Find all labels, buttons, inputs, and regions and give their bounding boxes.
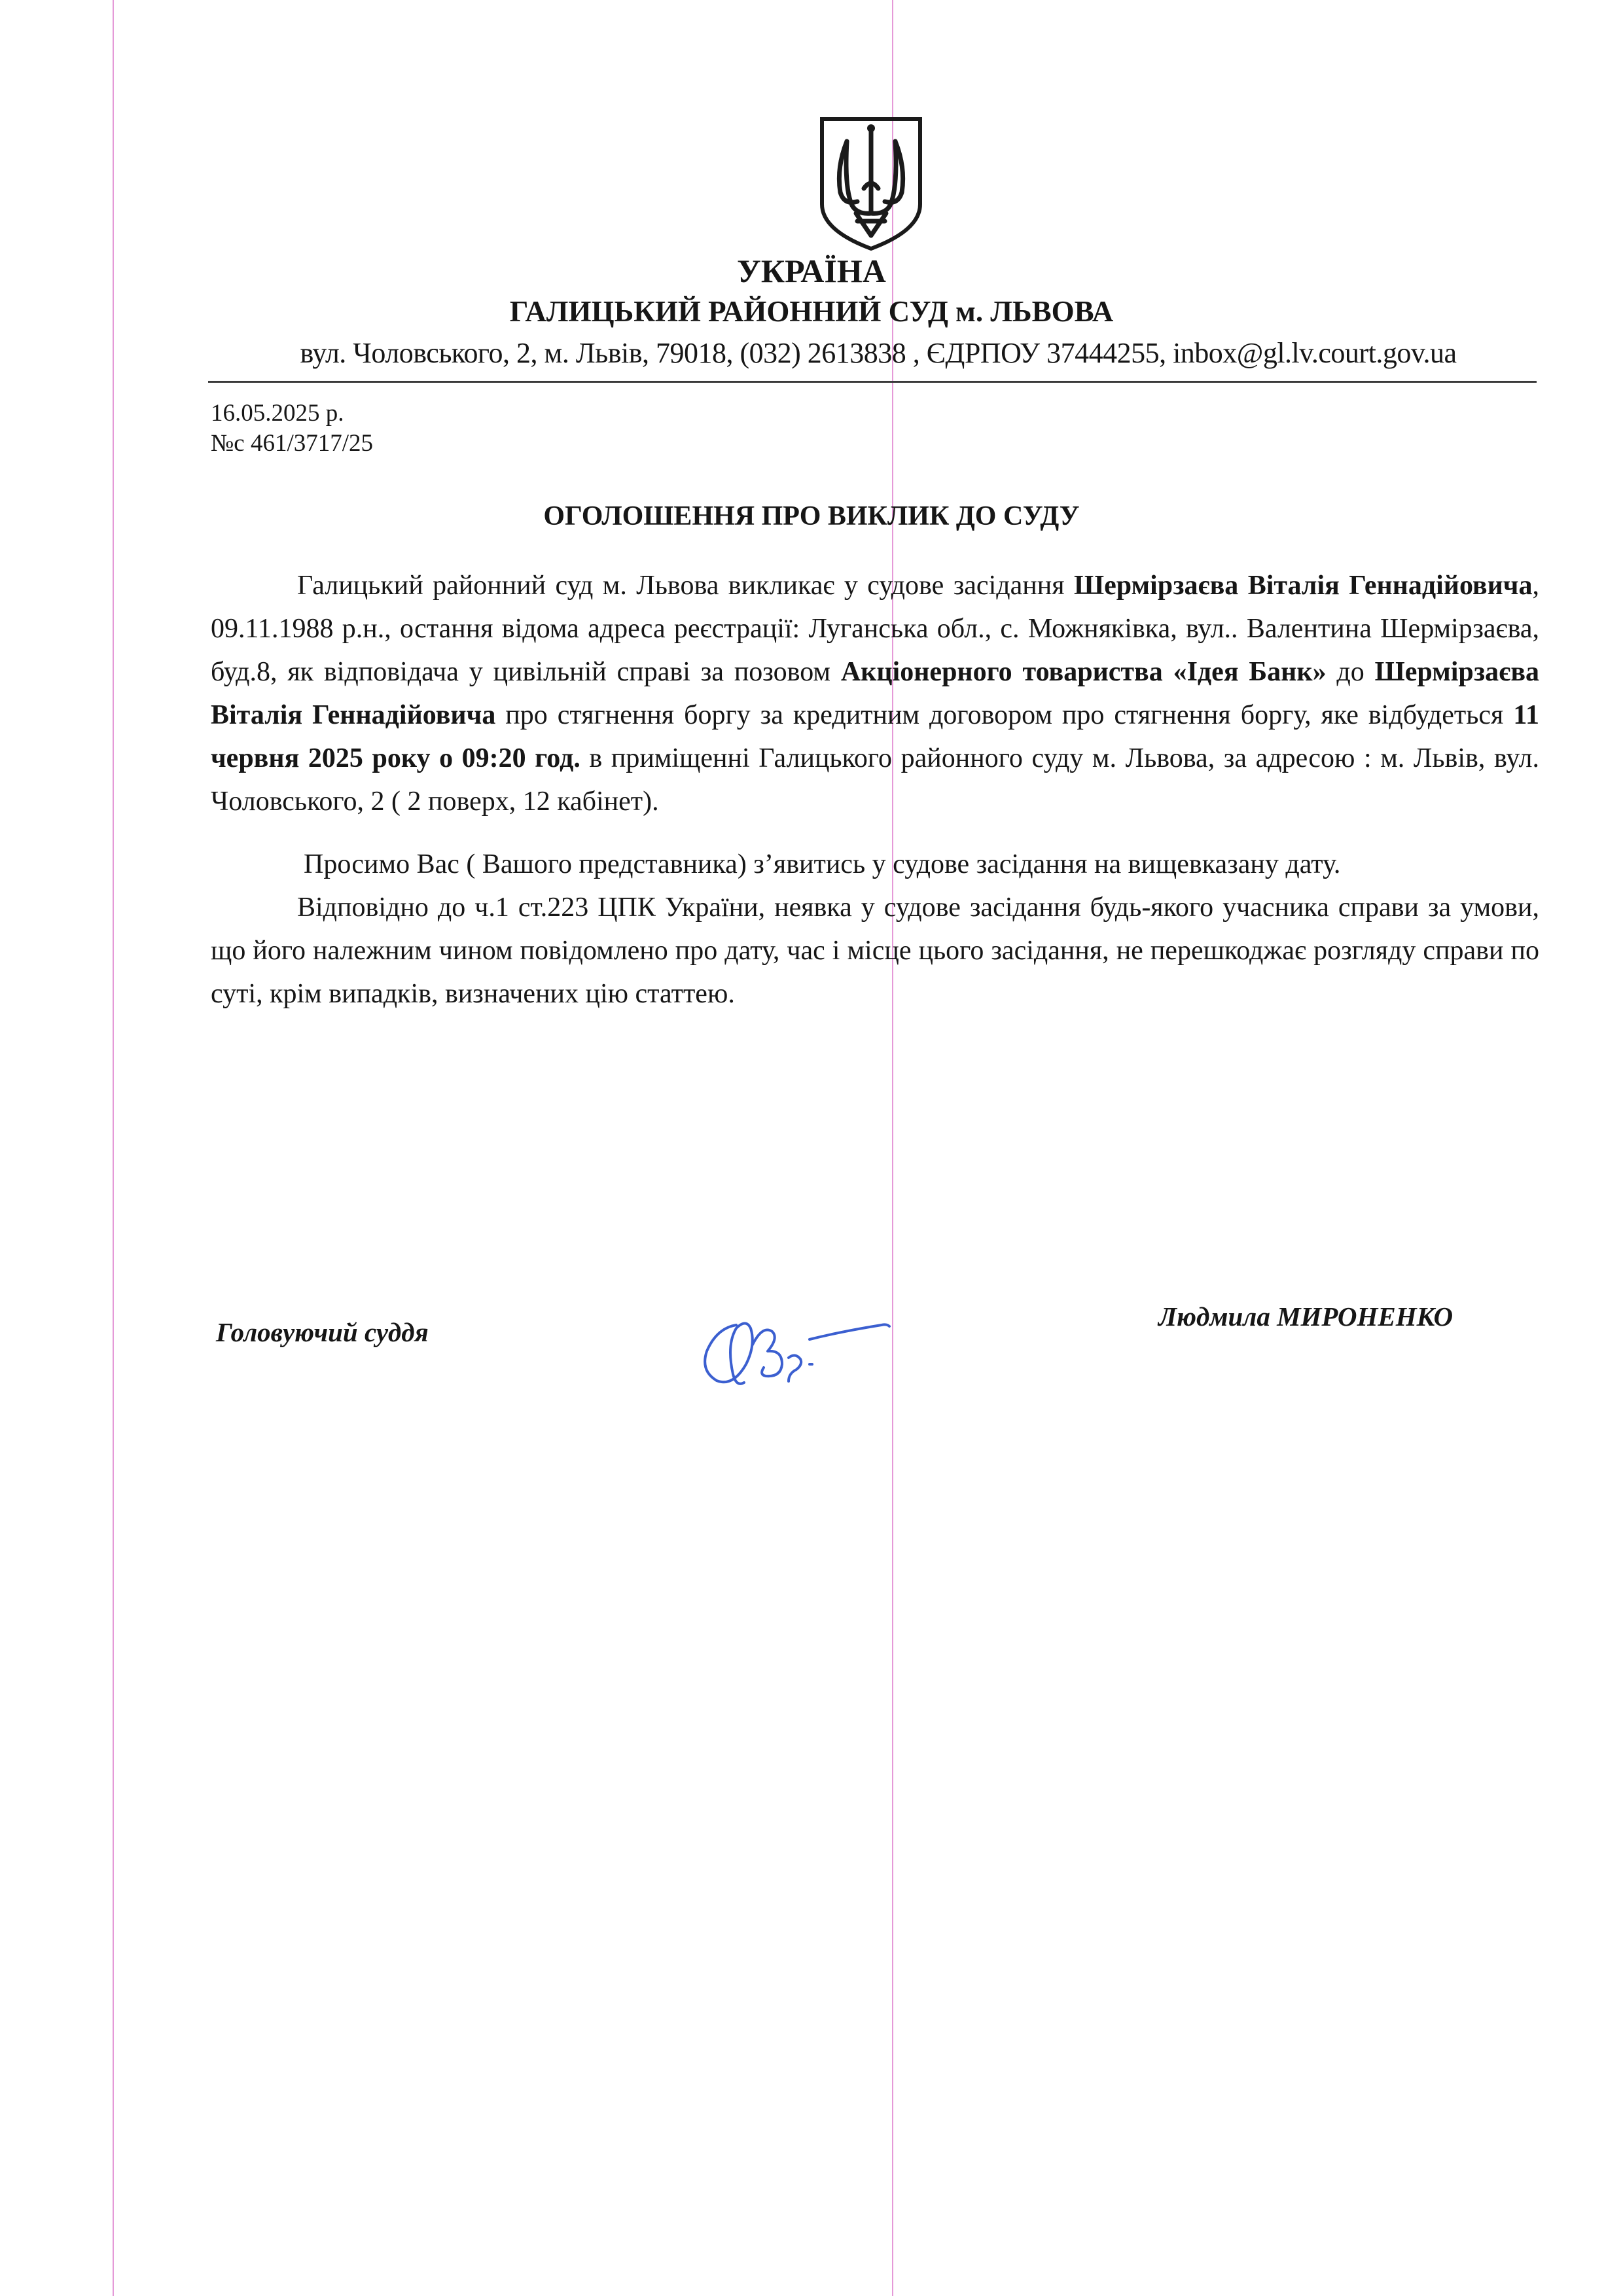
- judge-name: Людмила МИРОНЕНКО: [1158, 1301, 1454, 1332]
- document-body: [211, 564, 1539, 1016]
- defendant-name: Шермірзаєва Віталія Геннадійовича: [1073, 571, 1533, 601]
- summons-text-1: Галицький районний суд м. Львова викликає у судове засідання: [297, 571, 1074, 601]
- summons-text-3: до: [1326, 657, 1375, 687]
- court-name-heading: ГАЛИЦЬКИЙ РАЙОННИЙ СУД м. ЛЬВОВА: [509, 295, 1114, 328]
- coat-of-arms-of-ukraine-icon: [818, 115, 924, 253]
- header-divider: [208, 381, 1537, 383]
- case-number: №с 461/3717/25: [211, 430, 374, 457]
- summons-text-4: про стягнення боргу за кредитним договором про стягнення боргу, яке відбудеться: [495, 700, 1514, 730]
- document-date: 16.05.2025 р.: [211, 400, 344, 427]
- legal-notice-paragraph: Відповідно до ч.1 ст.223 ЦПК України, неявка у судове засідання будь-якого учасника справи за умови, що його належним чином повідомлено про дату, час і місце цього засідання, не перешкоджає розгляду справи по суті, крім випадків, визначених цію статтею.: [211, 892, 1539, 1009]
- judge-role: Головуючий суддя: [216, 1317, 429, 1347]
- hearing-datetime: 11 червня 2025 року о 09:20 год.: [211, 700, 1539, 773]
- summons-paragraph: [211, 564, 1539, 823]
- court-contacts: вул. Чоловського, 2, м. Львів, 79018, (032) 2613838 , ЄДРПОУ 37444255, inbox@gl.lv.court.gov.ua: [300, 337, 1457, 369]
- document-title: ОГОЛОШЕННЯ ПРО ВИКЛИК ДО СУДУ: [543, 501, 1080, 531]
- scan-line-left: [113, 0, 114, 2296]
- summons-text-5: в приміщенні Галицького районного суду м. Львова, за адресою : м. Львів, вул. Чоловського, 2 ( 2 поверх, 12 кабінет).: [211, 743, 1539, 817]
- handwritten-signature: [690, 1299, 906, 1397]
- country-heading: УКРАЇНА: [737, 253, 886, 289]
- summons-text-2: , 09.11.1988 р.н., остання відома адреса реєстрації: Луганська обл., с. Можняківка, вул.. Валентина Шермірзаєва, буд.8, як відповідача у цивільній справі за позовом: [211, 571, 1539, 687]
- request-paragraph: Просимо Вас ( Вашого представника) з’явитись у судове засідання на вищевказану дату.: [304, 849, 1341, 879]
- defendant-name-repeat: Шермірзаєва Віталія Геннадійовича: [211, 657, 1540, 730]
- plaintiff-name: Акціонерного товариства «Ідея Банк»: [840, 657, 1327, 687]
